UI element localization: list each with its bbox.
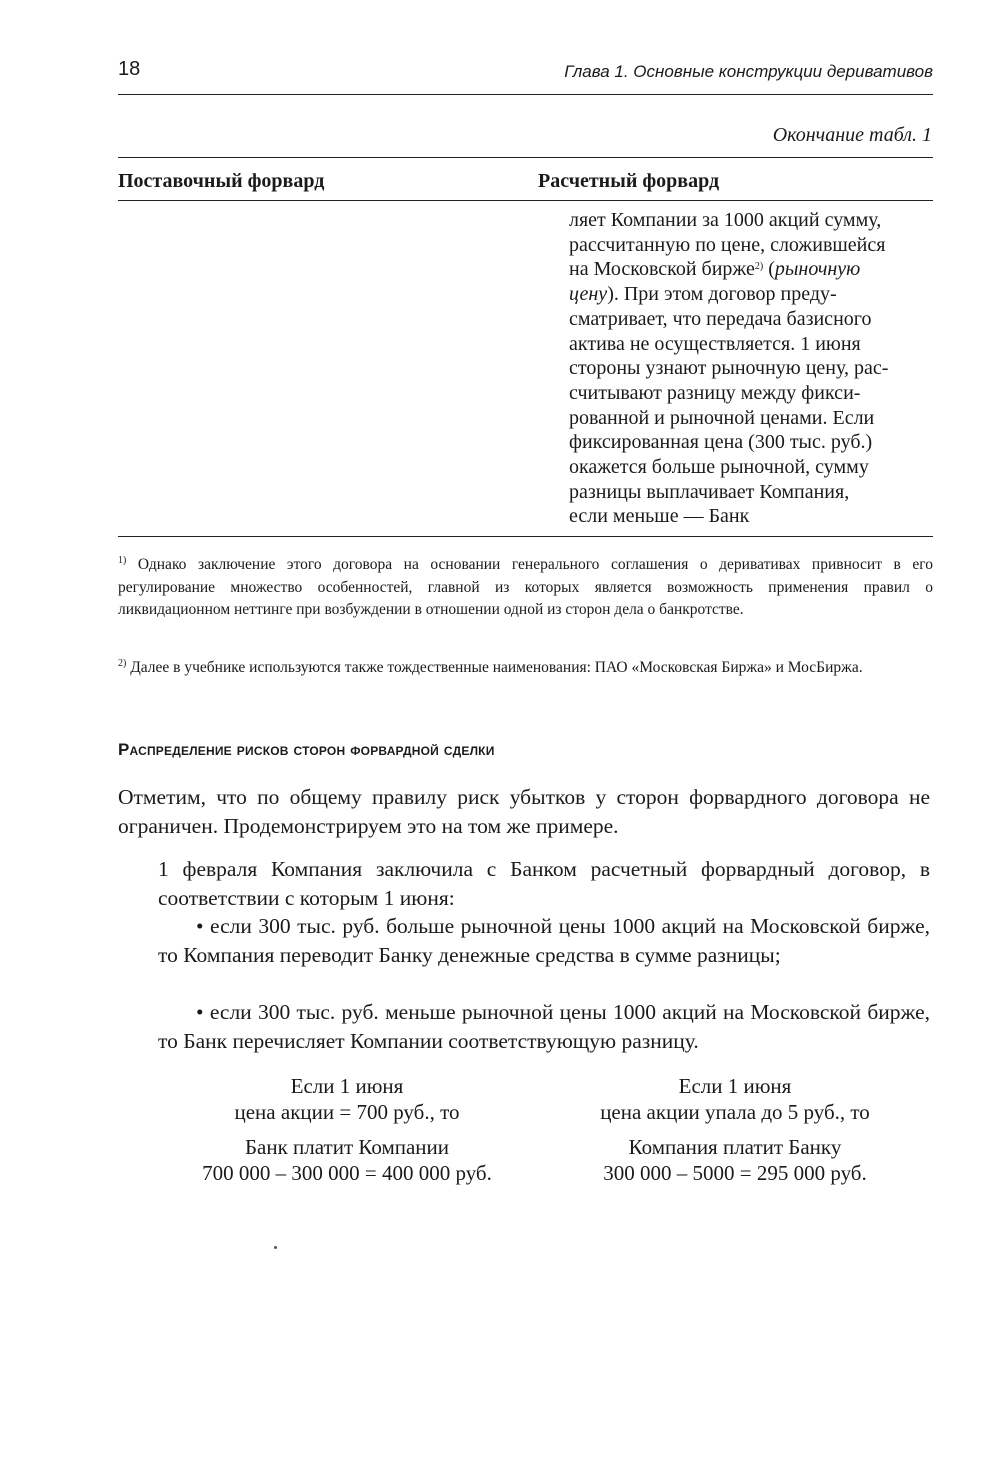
footnote-ref: 2) — [754, 261, 764, 273]
cell-line: сматривает, что передача базисного — [569, 307, 872, 330]
scan-speck — [274, 1246, 277, 1249]
table-header-physical-forward: Поставочный форвард — [118, 170, 325, 192]
cell-line: цену). При этом договор преду- — [569, 283, 837, 306]
footnote-1 — [118, 554, 933, 622]
table-caption: Окончание табл. 1 — [772, 124, 932, 146]
bullet-item-2: • если 300 тыс. руб. меньше рыночной цены 1000 акций на Московской бирже, то Банк перечисляет Компании соответствующую разницу. — [158, 1000, 931, 1053]
cell-line: если меньше — Банк — [569, 505, 750, 528]
cell-line: стороны узнают рыночную цену, рас- — [569, 357, 889, 380]
scenario-result: Банк платит Компании — [244, 1135, 450, 1159]
bullet-item-1: • если 300 тыс. руб. больше рыночной цены 1000 акций на Московской бирже, то Компания переводит Банку денежные средства в сумме разницы; — [158, 914, 930, 967]
footnote-mark: 1) — [118, 555, 127, 566]
scenario-result: 700 000 – 300 000 = 400 000 руб. — [202, 1161, 492, 1185]
cell-line: рованной и рыночной ценами. Если — [569, 406, 875, 429]
scenario-result: 300 000 – 5000 = 295 000 руб. — [603, 1161, 867, 1185]
table-header-rule — [118, 200, 933, 201]
example-lead: 1 февраля Компания заключила с Банком расчетный форвардный договор, в соответствии с которым 1 июня: — [158, 857, 930, 910]
scenario-result: Компания платит Банку — [628, 1135, 842, 1159]
scenario-condition: Если 1 июня — [290, 1074, 404, 1098]
cell-line: разницы выплачивает Компания, — [569, 480, 850, 503]
scenario-price-down — [535, 1073, 935, 1186]
page-number: 18 — [118, 58, 141, 80]
scenario-condition: Если 1 июня — [678, 1074, 792, 1098]
table-header-cash-forward: Расчетный форвард — [538, 170, 720, 192]
footnote-2 — [118, 657, 933, 680]
page-header — [118, 58, 933, 95]
cell-line: окажется больше рыночной, сумму — [569, 456, 869, 479]
scenario-condition: цена акции упала до 5 руб., то — [600, 1100, 870, 1124]
footnote-text: Однако заключение этого договора на основании генерального соглашения о деривативах привносит в его регулирование множество особенностей, главной из которых является возможность применения правил о ликвидационном неттинге при возбуждении в отношении одной из сторон дела о банкротстве. — [118, 556, 933, 619]
cell-line: ляет Компании за 1000 акций сумму, — [569, 209, 882, 231]
table-bottom-rule — [118, 536, 933, 537]
bullet-icon: • — [196, 914, 204, 938]
scenario-condition: цена акции = 700 руб., то — [234, 1100, 460, 1124]
cell-line: актива не осуществляется. 1 июня — [569, 332, 861, 355]
cell-line: рассчитанную по цене, сложившейся — [569, 233, 886, 256]
cell-line: на Московской бирже$^{2)}$ (рыночную — [569, 258, 861, 281]
running-head: Глава 1. Основные конструкции деривативов — [564, 62, 933, 81]
cell-line: фиксированная цена (300 тыс. руб.) — [569, 431, 873, 454]
cell-line: считывают разницу между фикси- — [569, 381, 861, 404]
footnote-text: Далее в учебнике используются также тождественные наименования: ПАО «Московская Биржа» и МосБиржа. — [126, 659, 863, 676]
section-intro: Отметим, что по общему правилу риск убытков у сторон форвардного договора не ограничен. Продемонстрируем это на том же примере. — [118, 785, 930, 838]
scenario-price-up — [147, 1073, 547, 1186]
section-title: Распределение рисков сторон форвардной сделки — [118, 740, 495, 759]
footnote-mark: 2) — [118, 658, 127, 669]
table-cell-cash-forward — [569, 208, 931, 529]
bullet-icon: • — [196, 1000, 204, 1024]
table-top-rule — [118, 157, 933, 158]
